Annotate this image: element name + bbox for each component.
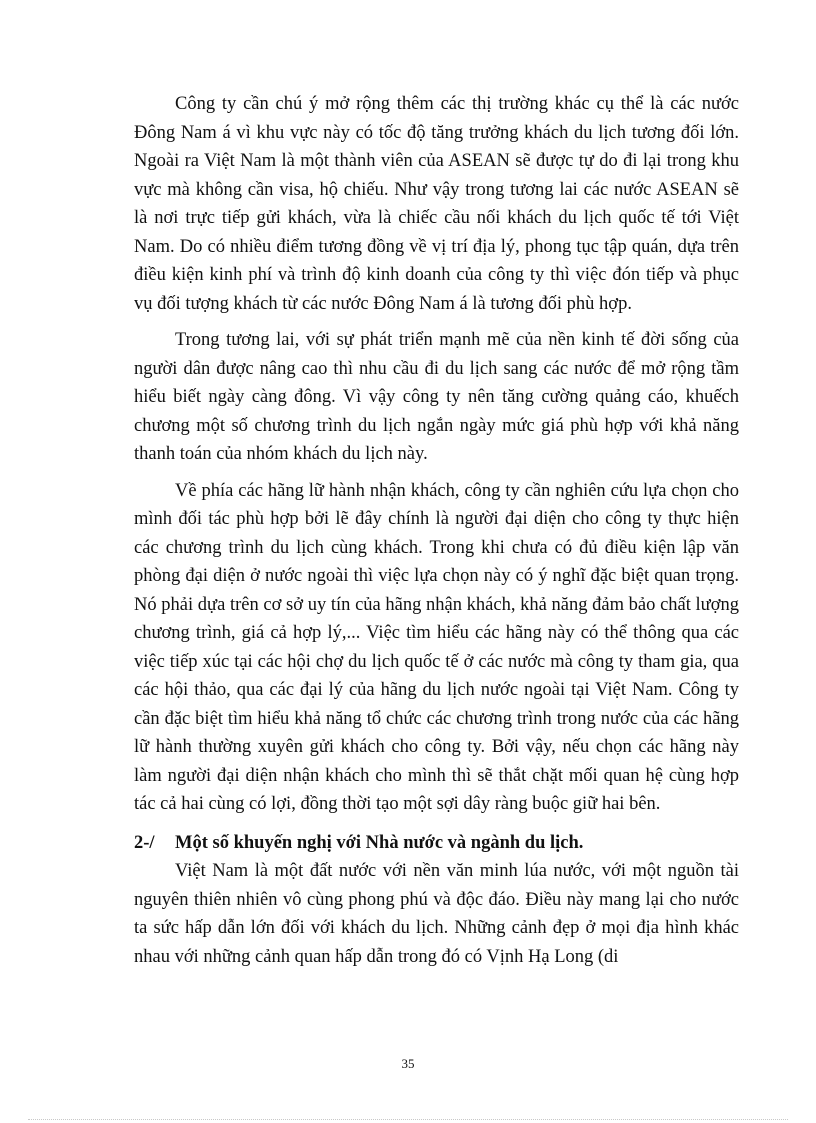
section-number: 2-/ xyxy=(134,832,155,853)
paragraph-asean-markets: Công ty cần chú ý mở rộng thêm các thị trường khác cụ thể là các nước Đông Nam á vì khu vực này có tốc độ tăng trưởng khách du lịch tương đối lớn. Ngoài ra Việt Nam là một thành viên của ASEAN sẽ được tự do đi lại trong khu vực mà không cần visa, hộ chiếu. Như vậy trong tương lai các nước ASEAN sẽ là nơi trực tiếp gửi khách, vừa là chiếc cầu nối khách du lịch quốc tế tới Việt Nam. Do có nhiều điểm tương đồng về vị trí địa lý, phong tục tập quán, dựa trên điều kiện kinh phí và trình độ kinh doanh của công ty thì việc đón tiếp và phục vụ đối tượng khách từ các nước Đông Nam á là tương đối phù hợp. xyxy=(134,94,739,314)
page-content xyxy=(134,90,739,979)
section-heading xyxy=(134,829,739,858)
page-bottom-divider xyxy=(28,1119,788,1120)
section-title: Một số khuyến nghị với Nhà nước và ngành du lịch. xyxy=(175,832,584,853)
paragraph-vietnam-resources: Việt Nam là một đất nước với nền văn minh lúa nước, với một nguồn tài nguyên thiên nhiên vô cùng phong phú và độc đáo. Điều này mang lại cho nước ta sức hấp dẫn lớn đối với khách du lịch. Những cảnh đẹp ở mọi địa hình khác nhau với những cảnh quan hấp dẫn trong đó có Vịnh Hạ Long (di xyxy=(134,861,739,967)
paragraph-future-demand: Trong tương lai, với sự phát triển mạnh mẽ của nền kinh tế đời sống của người dân được nâng cao thì nhu cầu đi du lịch sang các nước để mở rộng tầm hiểu biết ngày càng đông. Vì vậy công ty nên tăng cường quảng cáo, khuếch chương một số chương trình du lịch ngắn ngày mức giá phù hợp với khả năng thanh toán của nhóm khách du lịch này. xyxy=(134,330,739,464)
page-number: 35 xyxy=(401,1056,415,1071)
paragraph-partner-selection: Về phía các hãng lữ hành nhận khách, công ty cần nghiên cứu lựa chọn cho mình đối tác phù hợp bởi lẽ đây chính là người đại diện cho công ty thực hiện các chương trình du lịch cùng khách. Trong khi chưa có đủ điều kiện lập văn phòng đại diện ở nước ngoài thì việc lựa chọn này có ý nghĩ đặc biệt quan trọng. Nó phải dựa trên cơ sở uy tín của hãng nhận khách, khả năng đảm bảo chất lượng chương trình, giá cả hợp lý,... Việc tìm hiểu các hãng này có thể thông qua các việc tiếp xúc tại các hội chợ du lịch quốc tế ở các nước mà công ty tham gia, qua các hội thảo, qua các đại lý của hãng du lịch nước ngoài tại Việt Nam. Công ty cần đặc biệt tìm hiểu khả năng tổ chức các chương trình trong nước của các hãng lữ hành thường xuyên gửi khách cho công ty. Bởi vậy, nếu chọn các hãng này làm người đại diện nhận khách cho mình thì sẽ thắt chặt mối quan hệ cùng hợp tác cả hai cùng có lợi, đồng thời tạo một sợi dây ràng buộc giữ hai bên. xyxy=(134,480,739,814)
